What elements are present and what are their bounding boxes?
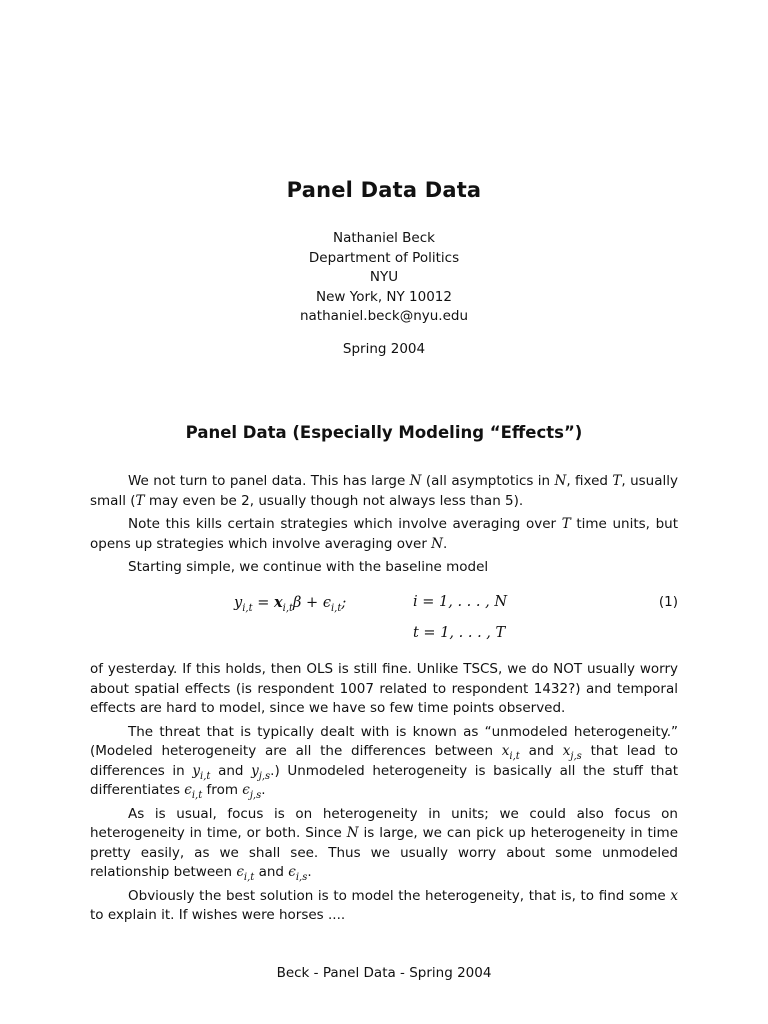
paper-date: Spring 2004 [342, 341, 426, 357]
author-location: New York, NY 10012 [316, 288, 452, 305]
equation-number: (1) [658, 594, 678, 610]
paragraph-5: The threat that is typically dealt with is known as “unmodeled heterogeneity.” (Modeled heterogeneity are all the differences between $x_{i,t}$ and $x_{j,s}$ that lead to differences in $y_{i,t}$ and $y_{j,s}$.) Unmodeled heterogeneity is basically all the stuff that differentiates $\epsilon_{i,t}$ from $\epsilon_{j,s}$. [90, 723, 679, 801]
equation-index-t: t = 1, . . . , T [413, 625, 506, 641]
author-institution: NYU [369, 269, 399, 285]
paragraph-1: We not turn to panel data. This has large N (all asymptotics in N, fixed T, usually small (T may even be 2, usually though not always less than 5). [90, 473, 678, 509]
page-footer: Beck - Panel Data - Spring 2004 [276, 965, 492, 981]
equation-index-i: i = 1, . . . , N [413, 594, 508, 610]
author-department: Department of Politics [308, 249, 460, 266]
paragraph-4: of yesterday. If this holds, then OLS is still fine. Unlike TSCS, we do NOT usually worry about spatial effects (is respondent 1007 related to respondent 1432?) and temporal effects are hard to model, since we have so few time points observed. [90, 661, 678, 716]
author-block [90, 229, 678, 327]
paragraph-7: Obviously the best solution is to model the heterogeneity, that is, to find some x to explain it. If wishes were horses .... [90, 887, 678, 923]
paragraph-2: Note this kills certain strategies which involve averaging over T time units, but opens up strategies which involve averaging over N. [90, 516, 678, 552]
body-text-bottom [90, 660, 678, 930]
section-title: Panel Data (Especially Modeling “Effects”) [185, 423, 583, 442]
equation-lhs: $y_{i,t} = x_{i,t}\beta + \epsilon_{i,t}$; [234, 594, 347, 614]
author-email: nathaniel.beck@nyu.edu [299, 308, 469, 324]
paragraph-6: As is usual, focus is on heterogeneity in units; we could also focus on heterogeneity in time, or both. Since N is large, we can pick up heterogeneity in time pretty easily, as we shall see. Thus we usually worry about some unmodeled relationship between $\epsilon_{i,t}$ and $\epsilon_{i,s}$. [90, 805, 678, 883]
body-text-top [90, 472, 678, 582]
paragraph-3: Starting simple, we continue with the baseline model [128, 559, 489, 575]
equation-1 [90, 592, 678, 648]
author-name: Nathaniel Beck [333, 230, 435, 246]
paper-title: Panel Data Data [286, 178, 482, 202]
